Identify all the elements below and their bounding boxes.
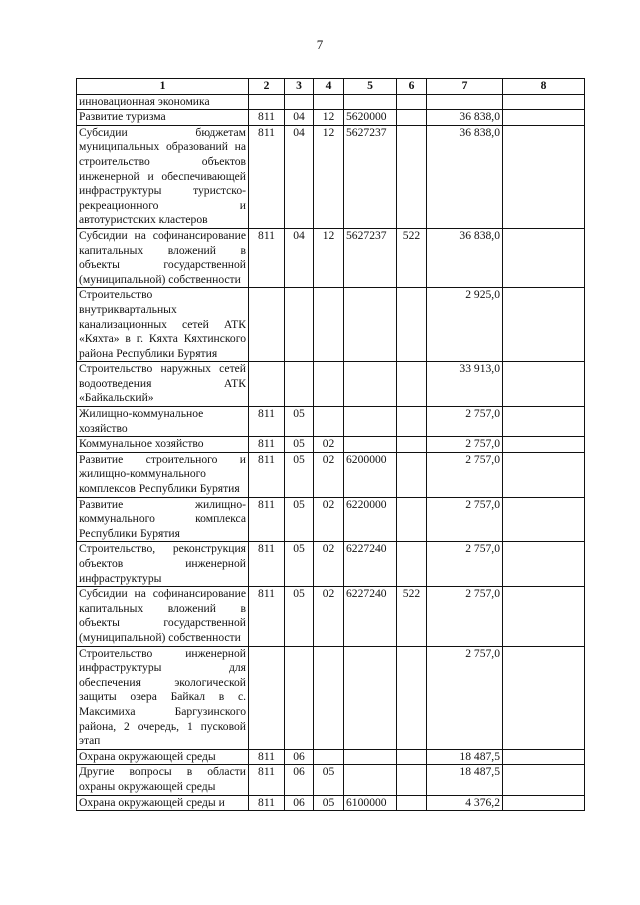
row-pr-cell: 05	[314, 765, 344, 795]
row-gr-cell: 811	[249, 542, 285, 587]
header-col-8: 8	[503, 79, 585, 95]
row-note-cell	[503, 437, 585, 453]
table-body	[77, 94, 585, 811]
row-rz-cell: 05	[285, 587, 314, 646]
row-rz-cell: 06	[285, 765, 314, 795]
row-sum-cell: 18 487,5	[427, 749, 503, 765]
row-vr-cell	[397, 288, 427, 362]
header-col-1: 1	[77, 79, 249, 95]
row-note-cell	[503, 646, 585, 749]
row-gr-cell: 811	[249, 795, 285, 811]
table-row	[77, 587, 585, 646]
row-pr-cell: 12	[314, 125, 344, 228]
row-pr-cell	[314, 94, 344, 110]
row-gr-cell	[249, 646, 285, 749]
row-vr-cell	[397, 542, 427, 587]
row-sum-cell	[427, 94, 503, 110]
row-note-cell	[503, 228, 585, 287]
row-gr-cell: 811	[249, 587, 285, 646]
row-note-cell	[503, 407, 585, 437]
row-name-cell: Жилищно-коммунальное хозяйство	[77, 407, 249, 437]
row-sum-cell: 2 757,0	[427, 587, 503, 646]
row-pr-cell: 02	[314, 497, 344, 542]
row-gr-cell	[249, 362, 285, 407]
row-sum-cell: 36 838,0	[427, 110, 503, 126]
row-gr-cell: 811	[249, 437, 285, 453]
row-pr-cell	[314, 407, 344, 437]
row-name-cell: Строительство инженерной инфраструктуры для обеспечения экологической защиты озера Байкал в с. Максимиха Баргузинского района, 2 очередь, 1 пусковой этап	[77, 646, 249, 749]
row-rz-cell: 05	[285, 452, 314, 497]
row-csr-cell	[344, 749, 397, 765]
page-number: 7	[316, 37, 324, 52]
row-name-cell: Субсидии на софинансирование капитальных вложений в объекты государственной (муниципальной) собственности	[77, 228, 249, 287]
table-row	[77, 407, 585, 437]
header-col-7: 7	[427, 79, 503, 95]
row-rz-cell	[285, 288, 314, 362]
row-pr-cell	[314, 362, 344, 407]
row-vr-cell	[397, 125, 427, 228]
row-vr-cell	[397, 437, 427, 453]
row-csr-cell	[344, 765, 397, 795]
row-pr-cell: 02	[314, 542, 344, 587]
row-vr-cell	[397, 765, 427, 795]
row-name-cell: Развитие туризма	[77, 110, 249, 126]
row-rz-cell: 04	[285, 110, 314, 126]
table-row	[77, 452, 585, 497]
row-csr-cell	[344, 646, 397, 749]
header-col-2: 2	[249, 79, 285, 95]
row-pr-cell: 12	[314, 110, 344, 126]
row-csr-cell	[344, 437, 397, 453]
row-rz-cell	[285, 362, 314, 407]
row-pr-cell: 12	[314, 228, 344, 287]
row-rz-cell	[285, 94, 314, 110]
row-gr-cell: 811	[249, 125, 285, 228]
row-sum-cell: 2 757,0	[427, 542, 503, 587]
row-note-cell	[503, 125, 585, 228]
row-sum-cell: 2 757,0	[427, 452, 503, 497]
row-vr-cell	[397, 94, 427, 110]
row-rz-cell: 04	[285, 125, 314, 228]
row-rz-cell: 06	[285, 749, 314, 765]
row-sum-cell: 33 913,0	[427, 362, 503, 407]
table-row	[77, 228, 585, 287]
row-vr-cell	[397, 407, 427, 437]
table-row	[77, 94, 585, 110]
row-vr-cell	[397, 749, 427, 765]
budget-table	[76, 78, 585, 811]
row-pr-cell: 02	[314, 587, 344, 646]
row-name-cell: Другие вопросы в области охраны окружающей среды	[77, 765, 249, 795]
row-gr-cell: 811	[249, 765, 285, 795]
row-note-cell	[503, 587, 585, 646]
row-csr-cell: 6100000	[344, 795, 397, 811]
row-gr-cell: 811	[249, 228, 285, 287]
row-rz-cell: 06	[285, 795, 314, 811]
row-rz-cell: 05	[285, 542, 314, 587]
row-gr-cell: 811	[249, 407, 285, 437]
row-sum-cell: 2 757,0	[427, 407, 503, 437]
row-sum-cell: 2 757,0	[427, 646, 503, 749]
row-rz-cell: 05	[285, 407, 314, 437]
row-csr-cell: 6227240	[344, 587, 397, 646]
row-vr-cell	[397, 497, 427, 542]
row-vr-cell: 522	[397, 228, 427, 287]
table-row	[77, 765, 585, 795]
row-sum-cell: 2 925,0	[427, 288, 503, 362]
row-csr-cell	[344, 288, 397, 362]
row-vr-cell	[397, 452, 427, 497]
row-pr-cell	[314, 288, 344, 362]
row-rz-cell: 04	[285, 228, 314, 287]
table-row	[77, 795, 585, 811]
row-csr-cell: 5620000	[344, 110, 397, 126]
table-row	[77, 437, 585, 453]
row-sum-cell: 18 487,5	[427, 765, 503, 795]
row-csr-cell: 6220000	[344, 497, 397, 542]
row-sum-cell: 2 757,0	[427, 437, 503, 453]
row-pr-cell: 05	[314, 795, 344, 811]
row-gr-cell	[249, 288, 285, 362]
row-pr-cell	[314, 646, 344, 749]
table-row	[77, 125, 585, 228]
row-name-cell: Строительство наружных сетей водоотведения АТК «Байкальский»	[77, 362, 249, 407]
row-sum-cell: 4 376,2	[427, 795, 503, 811]
row-vr-cell	[397, 646, 427, 749]
row-note-cell	[503, 110, 585, 126]
row-csr-cell: 5627237	[344, 228, 397, 287]
row-gr-cell: 811	[249, 452, 285, 497]
header-col-3: 3	[285, 79, 314, 95]
row-note-cell	[503, 288, 585, 362]
row-note-cell	[503, 542, 585, 587]
header-col-4: 4	[314, 79, 344, 95]
row-pr-cell	[314, 749, 344, 765]
row-csr-cell: 6200000	[344, 452, 397, 497]
header-col-5: 5	[344, 79, 397, 95]
row-csr-cell	[344, 407, 397, 437]
table-row	[77, 542, 585, 587]
row-vr-cell	[397, 110, 427, 126]
row-sum-cell: 36 838,0	[427, 125, 503, 228]
row-rz-cell: 05	[285, 497, 314, 542]
row-name-cell: Субсидии на софинансирование капитальных вложений в объекты государственной (муниципальной) собственности	[77, 587, 249, 646]
row-csr-cell: 5627237	[344, 125, 397, 228]
row-gr-cell	[249, 94, 285, 110]
header-row	[77, 79, 585, 95]
row-sum-cell: 2 757,0	[427, 497, 503, 542]
row-name-cell: Охрана окружающей среды и	[77, 795, 249, 811]
row-name-cell: Коммунальное хозяйство	[77, 437, 249, 453]
row-note-cell	[503, 795, 585, 811]
row-name-cell: Строительство, реконструкция объектов инженерной инфраструктуры	[77, 542, 249, 587]
row-note-cell	[503, 94, 585, 110]
table-row	[77, 362, 585, 407]
table-row	[77, 497, 585, 542]
table-row	[77, 749, 585, 765]
row-name-cell: Развитие строительного и жилищно-коммунального комплексов Республики Бурятия	[77, 452, 249, 497]
row-sum-cell: 36 838,0	[427, 228, 503, 287]
row-rz-cell	[285, 646, 314, 749]
row-gr-cell: 811	[249, 110, 285, 126]
table-row	[77, 646, 585, 749]
row-pr-cell: 02	[314, 437, 344, 453]
row-csr-cell	[344, 94, 397, 110]
row-note-cell	[503, 497, 585, 542]
table-header	[77, 79, 585, 95]
row-note-cell	[503, 749, 585, 765]
header-col-6: 6	[397, 79, 427, 95]
row-note-cell	[503, 362, 585, 407]
row-vr-cell	[397, 795, 427, 811]
table-row	[77, 288, 585, 362]
table-row	[77, 110, 585, 126]
row-name-cell: Развитие жилищно-коммунального комплекса Республики Бурятия	[77, 497, 249, 542]
row-rz-cell: 05	[285, 437, 314, 453]
row-gr-cell: 811	[249, 497, 285, 542]
row-note-cell	[503, 452, 585, 497]
row-name-cell: Строительство внутриквартальных канализационных сетей АТК «Кяхта» в г. Кяхта Кяхтинского района Республики Бурятия	[77, 288, 249, 362]
row-name-cell: Охрана окружающей среды	[77, 749, 249, 765]
row-csr-cell	[344, 362, 397, 407]
row-note-cell	[503, 765, 585, 795]
row-vr-cell: 522	[397, 587, 427, 646]
row-vr-cell	[397, 362, 427, 407]
row-csr-cell: 6227240	[344, 542, 397, 587]
row-name-cell: инновационная экономика	[77, 94, 249, 110]
row-pr-cell: 02	[314, 452, 344, 497]
row-name-cell: Субсидии бюджетам муниципальных образований на строительство объектов инженерной и обеспечивающей инфраструктуры туристско-рекреационного и автотуристских кластеров	[77, 125, 249, 228]
row-gr-cell: 811	[249, 749, 285, 765]
